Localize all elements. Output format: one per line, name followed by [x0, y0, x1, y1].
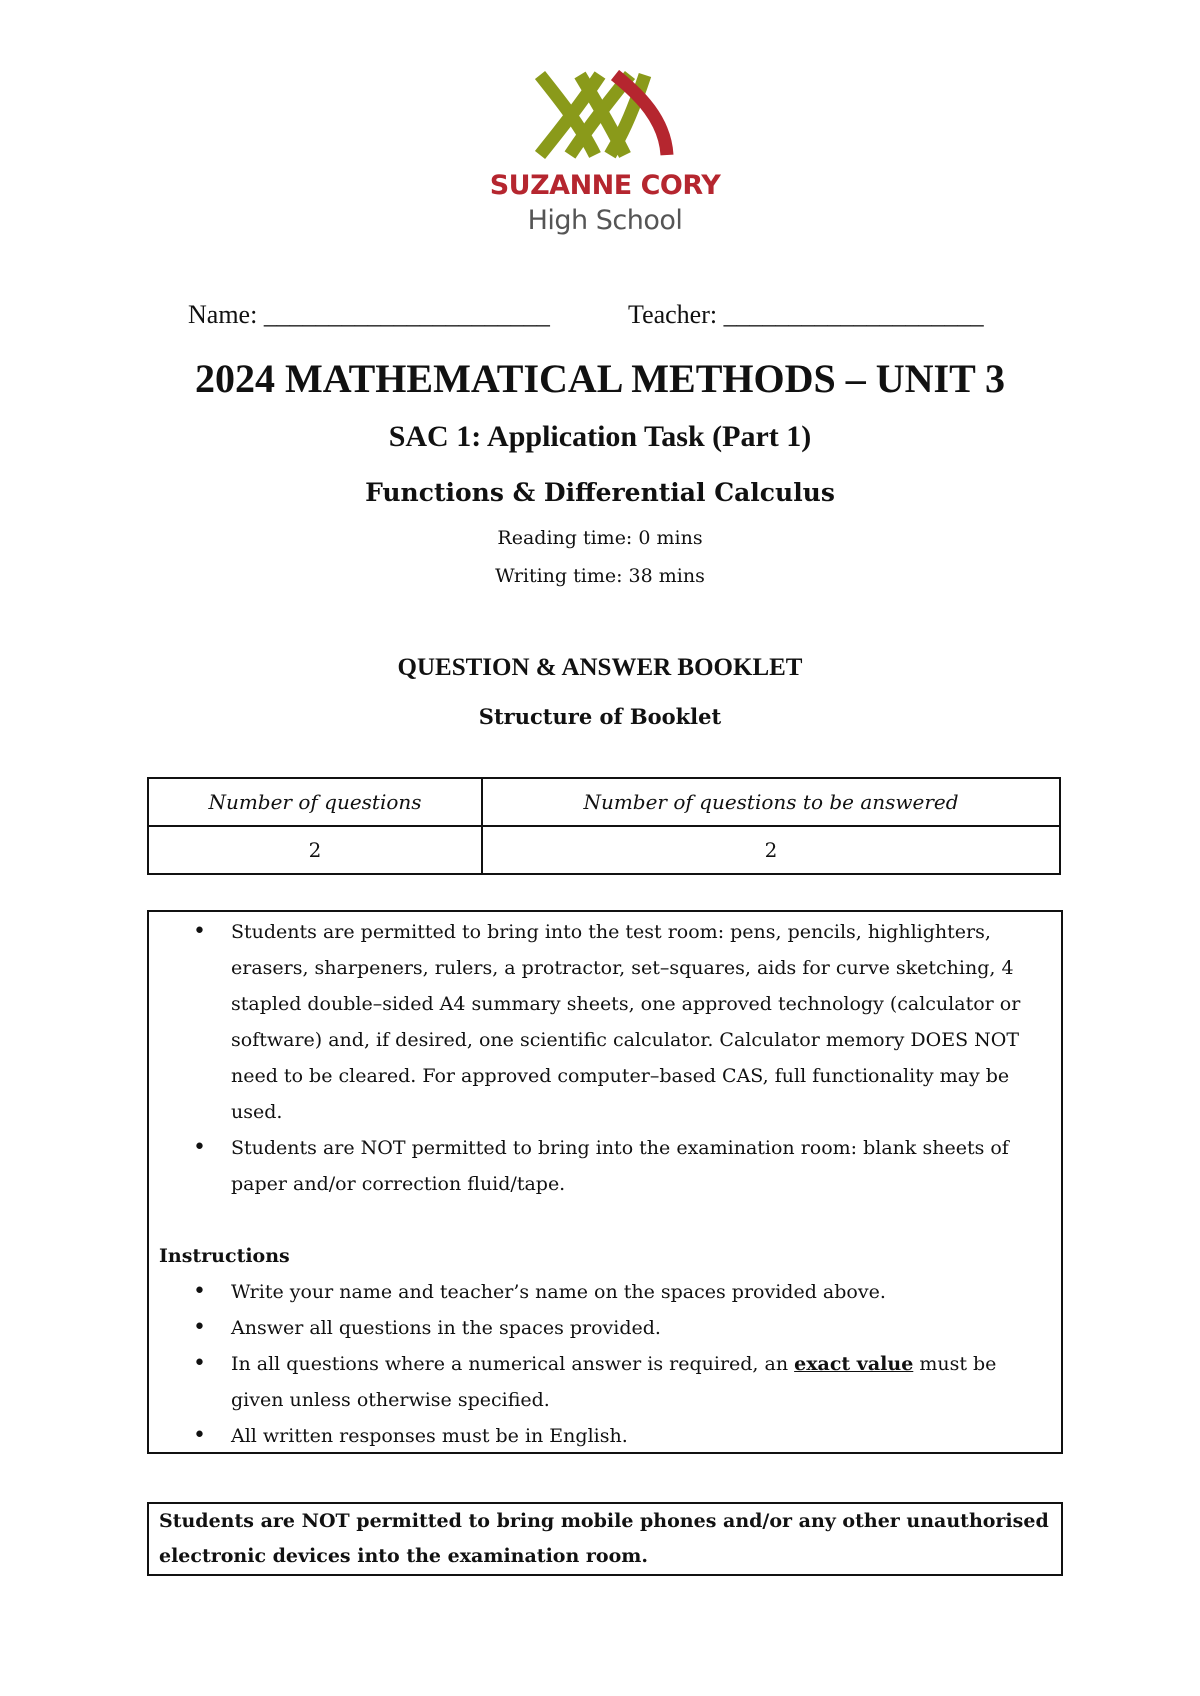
instructions-heading: Instructions: [159, 1245, 290, 1267]
table-cell: 2: [482, 826, 1060, 874]
teacher-label: Teacher:: [628, 300, 718, 329]
school-subtitle: High School: [527, 205, 683, 236]
teacher-blank[interactable]: ____________________: [723, 300, 984, 329]
rules-box: [147, 910, 1063, 1454]
warning-box: Students are NOT permitted to bring mobile phones and/or any other unauthorised electronic devices into the examination room.: [147, 1502, 1063, 1576]
topic-heading: Functions & Differential Calculus: [365, 478, 835, 507]
table-row: [148, 826, 1060, 874]
exact-value-term: exact value: [794, 1353, 914, 1375]
list-item: • Write your name and teacher’s name on the spaces provided above.: [149, 1274, 1061, 1310]
booklet-heading: QUESTION & ANSWER BOOKLET: [397, 654, 803, 681]
list-item: • Answer all questions in the spaces provided.: [149, 1310, 1061, 1346]
teacher-field: [628, 300, 984, 330]
table-cell: 2: [148, 826, 482, 874]
list-item: • All written responses must be in English.: [149, 1418, 1061, 1454]
exact-value-pre: In all questions where a numerical answer is required, an: [231, 1353, 789, 1375]
school-logo: [480, 70, 730, 240]
permitted-list: [149, 914, 1061, 1202]
name-label: Name:: [188, 300, 258, 329]
school-name: SUZANNE CORY: [489, 170, 721, 201]
name-blank[interactable]: ______________________: [263, 300, 550, 329]
name-field: [188, 300, 550, 330]
table-header-cell: Number of questions: [148, 778, 482, 826]
sac-subtitle: SAC 1: Application Task (Part 1): [388, 420, 812, 453]
structure-heading: Structure of Booklet: [478, 704, 722, 729]
list-item: [149, 1346, 1061, 1418]
school-crest-icon: [535, 70, 675, 160]
exact-value-post: must be given unless otherwise specified.: [231, 1353, 997, 1411]
list-item: • Students are permitted to bring into the test room: pens, pencils, highlighters, erasers, sharpeners, rulers, a protractor, set–squares, aids for curve sketching, 4 stapled double–sided A4 summary sheets, one approved technology (calculator or software) and, if desired, one scientific calculator. Calculator memory DOES NOT need to be cleared. For approved computer–based CAS, full functionality may be used.: [149, 914, 1061, 1130]
writing-time: Writing time: 38 mins: [495, 565, 705, 587]
instructions-list: [149, 1274, 1061, 1454]
page-title: 2024 MATHEMATICAL METHODS – UNIT 3: [194, 356, 1006, 401]
table-header-cell: Number of questions to be answered: [482, 778, 1060, 826]
structure-table: [147, 777, 1061, 875]
list-item: • Students are NOT permitted to bring into the examination room: blank sheets of paper and/or correction fluid/tape.: [149, 1130, 1061, 1202]
reading-time: Reading time: 0 mins: [497, 527, 703, 549]
table-header-row: [148, 778, 1060, 826]
